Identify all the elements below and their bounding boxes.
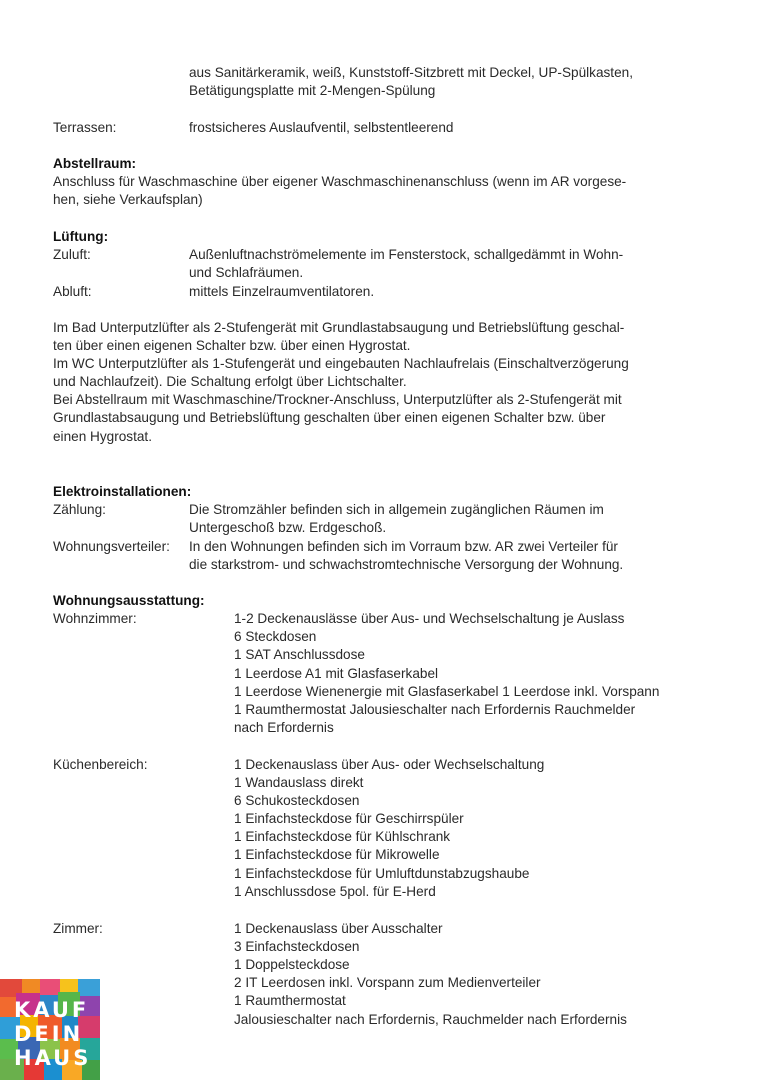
wohnzimmer-item: 1 Raumthermostat Jalousieschalter nach Erfordernis Rauchmelder [234, 702, 636, 717]
wc-description-line-2: Betätigungsplatte mit 2-Mengen-Spülung [189, 83, 436, 98]
lueftung-heading: Lüftung: [53, 229, 109, 244]
zimmer-item: 1 Deckenauslass über Ausschalter [234, 921, 443, 936]
kauf-dein-haus-logo [0, 979, 100, 1080]
kueche-label: Küchenbereich: [53, 757, 148, 772]
logo-text-kauf: KAUF [14, 998, 90, 1022]
terrassen-value: frostsicheres Auslaufventil, selbstentleerend [189, 120, 454, 135]
kueche-item: 6 Schukosteckdosen [234, 793, 360, 808]
wohnzimmer-item: 1-2 Deckenauslässe über Aus- und Wechselschaltung je Auslass [234, 611, 625, 626]
kueche-item: 1 Einfachsteckdose für Umluftdunstabzugshaube [234, 866, 530, 881]
lueftung-paragraph-line: Grundlastabsaugung und Betriebslüftung geschalten über einen eigenen Schalter bzw. über [53, 410, 606, 425]
ausstattung-heading: Wohnungsausstattung: [53, 593, 205, 608]
lueftung-paragraph-line: ten über einen eigenen Schalter bzw. über einen Hygrostat. [53, 338, 411, 353]
lueftung-paragraph-line: Im Bad Unterputzlüfter als 2-Stufengerät mit Grundlastabsaugung und Betriebslüftung geschal- [53, 320, 625, 335]
wohnzimmer-item: 1 Leerdose A1 mit Glasfaserkabel [234, 666, 439, 681]
abstellraum-line-1: Anschluss für Waschmaschine über eigener Waschmaschinenanschluss (wenn im AR vorgese- [53, 174, 627, 189]
abluft-label: Abluft: [53, 284, 92, 299]
kueche-item: 1 Deckenauslass über Aus- oder Wechselschaltung [234, 757, 545, 772]
zimmer-item: Jalousieschalter nach Erfordernis, Rauchmelder nach Erfordernis [234, 1012, 627, 1027]
kueche-item: 1 Einfachsteckdose für Kühlschrank [234, 829, 451, 844]
verteiler-line-2: die starkstrom- und schwachstromtechnische Versorgung der Wohnung. [189, 557, 624, 572]
wohnzimmer-item: 1 SAT Anschlussdose [234, 647, 365, 662]
logo-text-dein: DEIN [14, 1022, 84, 1046]
kueche-item: 1 Einfachsteckdose für Geschirrspüler [234, 811, 464, 826]
wohnzimmer-item: 1 Leerdose Wienenergie mit Glasfaserkabel 1 Leerdose inkl. Vorspann [234, 684, 660, 699]
terrassen-label: Terrassen: [53, 120, 117, 135]
lueftung-paragraph-line: Bei Abstellraum mit Waschmaschine/Trockner-Anschluss, Unterputzlüfter als 2-Stufengerät mit [53, 392, 622, 407]
kueche-item: 1 Anschlussdose 5pol. für E-Herd [234, 884, 436, 899]
zuluft-line-2: und Schlafräumen. [189, 265, 304, 280]
zimmer-item: 1 Raumthermostat [234, 993, 346, 1008]
zuluft-label: Zuluft: [53, 247, 91, 262]
wohnzimmer-item: 6 Steckdosen [234, 629, 317, 644]
zaehlung-line-2: Untergeschoß bzw. Erdgeschoß. [189, 520, 387, 535]
logo-text-haus: HAUS [14, 1046, 92, 1070]
wohnzimmer-label: Wohnzimmer: [53, 611, 137, 626]
lueftung-paragraph-line: einen Hygrostat. [53, 429, 152, 444]
wc-description-line-1: aus Sanitärkeramik, weiß, Kunststoff-Sitzbrett mit Deckel, UP-Spülkasten, [189, 65, 633, 80]
zimmer-item: 2 IT Leerdosen inkl. Vorspann zum Medienverteiler [234, 975, 541, 990]
wohnzimmer-item: nach Erfordernis [234, 720, 334, 735]
kueche-item: 1 Einfachsteckdose für Mikrowelle [234, 847, 440, 862]
kueche-item: 1 Wandauslass direkt [234, 775, 364, 790]
elektro-heading: Elektroinstallationen: [53, 484, 192, 499]
abstellraum-heading: Abstellraum: [53, 156, 137, 171]
zimmer-item: 3 Einfachsteckdosen [234, 939, 360, 954]
verteiler-label: Wohnungsverteiler: [53, 539, 170, 554]
verteiler-line-1: In den Wohnungen befinden sich im Vorraum bzw. AR zwei Verteiler für [189, 539, 618, 554]
zaehlung-line-1: Die Stromzähler befinden sich in allgemein zugänglichen Räumen im [189, 502, 604, 517]
lueftung-paragraph-line: Im WC Unterputzlüfter als 1-Stufengerät und eingebauten Nachlaufrelais (Einschaltverzögerung [53, 356, 629, 371]
lueftung-paragraph-line: und Nachlaufzeit). Die Schaltung erfolgt über Lichtschalter. [53, 374, 407, 389]
abluft-value: mittels Einzelraumventilatoren. [189, 284, 375, 299]
zimmer-label: Zimmer: [53, 921, 103, 936]
abstellraum-line-2: hen, siehe Verkaufsplan) [53, 192, 203, 207]
zaehlung-label: Zählung: [53, 502, 106, 517]
zuluft-line-1: Außenluftnachströmelemente im Fensterstock, schallgedämmt in Wohn- [189, 247, 624, 262]
zimmer-item: 1 Doppelsteckdose [234, 957, 350, 972]
